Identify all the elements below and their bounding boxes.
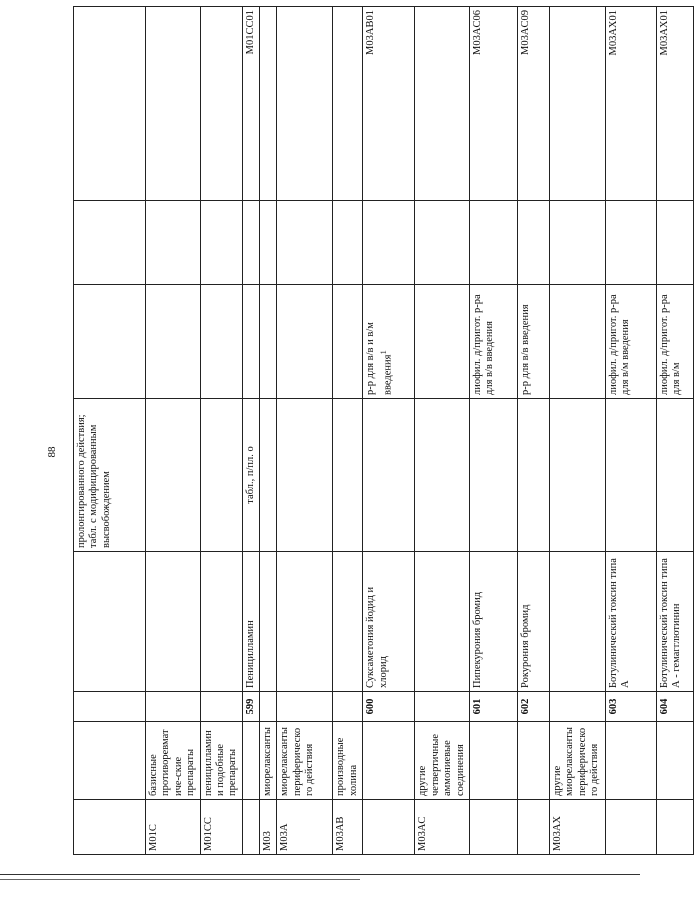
group-cell [242, 722, 259, 800]
group-cell [656, 722, 693, 800]
atc-cell [415, 7, 470, 201]
form-cell [146, 399, 201, 552]
note-cell [469, 201, 517, 285]
atc-cell: M03AC06 [469, 7, 517, 201]
atc-cell: M03AC09 [517, 7, 549, 201]
form2-cell: лиофил. д/пригот. р-ра для в/м введения [605, 285, 656, 399]
footer-rule-short [0, 879, 360, 880]
table-row [517, 7, 549, 855]
name-cell: Пипекурония бромид [469, 552, 517, 692]
form-cell [469, 399, 517, 552]
name-cell: Суксаметония йодид и хлорид [363, 552, 415, 692]
table-row [605, 7, 656, 855]
form2-cell: р-р для в/в введения [517, 285, 549, 399]
form2-cell [200, 285, 242, 399]
number-cell [260, 692, 277, 722]
note-cell [549, 201, 605, 285]
name-cell: Ботулинический токсин типа А - гемагглютинин [656, 552, 693, 692]
form2-text: р-р для в/в и в/м введения [365, 322, 394, 395]
table-row [549, 7, 605, 855]
number-cell: 599 [242, 692, 259, 722]
note-cell [333, 201, 363, 285]
atc-cell [260, 7, 277, 201]
form-cell [363, 399, 415, 552]
atc-cell [333, 7, 363, 201]
code-cell: M03AX [549, 800, 605, 855]
name-cell [415, 552, 470, 692]
name-cell: Ботулинический токсин типа А [605, 552, 656, 692]
number-cell [277, 692, 333, 722]
form-cell [333, 399, 363, 552]
note-cell [242, 201, 259, 285]
atc-cell: M03AX01 [656, 7, 693, 201]
atc-cell [549, 7, 605, 201]
table-row [200, 7, 242, 855]
form2-cell [260, 285, 277, 399]
code-cell [363, 800, 415, 855]
number-cell: 604 [656, 692, 693, 722]
form-cell [260, 399, 277, 552]
number-cell [74, 692, 146, 722]
note-cell [415, 201, 470, 285]
form-cell [415, 399, 470, 552]
code-cell [517, 800, 549, 855]
name-cell [74, 552, 146, 692]
note-cell [656, 201, 693, 285]
form2-cell [415, 285, 470, 399]
table-row [74, 7, 146, 855]
number-cell: 600 [363, 692, 415, 722]
note-cell [517, 201, 549, 285]
page-number: 88 [46, 446, 58, 458]
number-cell: 601 [469, 692, 517, 722]
name-cell [549, 552, 605, 692]
group-cell: базисные противоревматиче-ские препараты [146, 722, 201, 800]
number-cell: 603 [605, 692, 656, 722]
name-cell [333, 552, 363, 692]
table-row [277, 7, 333, 855]
note-cell [200, 201, 242, 285]
form-cell [517, 399, 549, 552]
name-cell: Пеницилламин [242, 552, 259, 692]
form2-cell [242, 285, 259, 399]
code-cell [605, 800, 656, 855]
form2-cell [363, 285, 415, 399]
form-cell [656, 399, 693, 552]
atc-cell: M01CC01 [242, 7, 259, 201]
form2-cell [277, 285, 333, 399]
atc-cell [146, 7, 201, 201]
group-cell: другие четвертичные аммониевые соединения [415, 722, 470, 800]
group-cell [74, 722, 146, 800]
note-cell [74, 201, 146, 285]
note-cell [363, 201, 415, 285]
table-row [333, 7, 363, 855]
group-cell [469, 722, 517, 800]
atc-cell: M03AB01 [363, 7, 415, 201]
atc-cell: M03AX01 [605, 7, 656, 201]
group-cell: производные холина [333, 722, 363, 800]
code-cell: M01CC [200, 800, 242, 855]
table-row [656, 7, 693, 855]
note-cell [260, 201, 277, 285]
group-cell: миорелаксанты [260, 722, 277, 800]
form2-cell [74, 285, 146, 399]
group-cell: миорелаксанты периферического действия [277, 722, 333, 800]
number-cell [333, 692, 363, 722]
code-cell [74, 800, 146, 855]
code-cell [242, 800, 259, 855]
code-cell [469, 800, 517, 855]
number-cell [200, 692, 242, 722]
code-cell: M03 [260, 800, 277, 855]
name-cell [277, 552, 333, 692]
note-cell [277, 201, 333, 285]
table-row [469, 7, 517, 855]
note-cell [146, 201, 201, 285]
form-cell [605, 399, 656, 552]
code-cell: M03AC [415, 800, 470, 855]
group-cell [605, 722, 656, 800]
code-cell: M03A [277, 800, 333, 855]
drug-table [73, 6, 694, 855]
form2-cell [549, 285, 605, 399]
note-cell [605, 201, 656, 285]
code-cell: M03AB [333, 800, 363, 855]
number-cell [146, 692, 201, 722]
group-cell [363, 722, 415, 800]
group-cell: другие миорелаксанты периферического действия [549, 722, 605, 800]
form2-cell: лиофил. д/пригот. р-ра для в/м [656, 285, 693, 399]
footnote-marker: 1 [377, 350, 388, 355]
group-cell [517, 722, 549, 800]
name-cell: Рокурония бромид [517, 552, 549, 692]
code-cell: M01C [146, 800, 201, 855]
form-cell [200, 399, 242, 552]
group-cell: пеницилламин и подобные препараты [200, 722, 242, 800]
name-cell [146, 552, 201, 692]
form-cell [549, 399, 605, 552]
code-cell [656, 800, 693, 855]
footer-rule [0, 874, 640, 875]
number-cell [549, 692, 605, 722]
name-cell [200, 552, 242, 692]
table-row [146, 7, 201, 855]
form2-cell: лиофил. д/пригот. р-ра для в/в введения [469, 285, 517, 399]
atc-cell [277, 7, 333, 201]
form-cell: табл., п/пл. о [242, 399, 259, 552]
number-cell: 602 [517, 692, 549, 722]
table-row [363, 7, 415, 855]
atc-cell [74, 7, 146, 201]
number-cell [415, 692, 470, 722]
table-row [242, 7, 259, 855]
form2-cell [333, 285, 363, 399]
table-row [415, 7, 470, 855]
form2-cell [146, 285, 201, 399]
rotated-table-container [73, 7, 683, 855]
atc-cell [200, 7, 242, 201]
table-row [260, 7, 277, 855]
form-cell [277, 399, 333, 552]
name-cell [260, 552, 277, 692]
form-cell: пролонгированного действия; табл. с модифицированным высвобождением [74, 399, 146, 552]
